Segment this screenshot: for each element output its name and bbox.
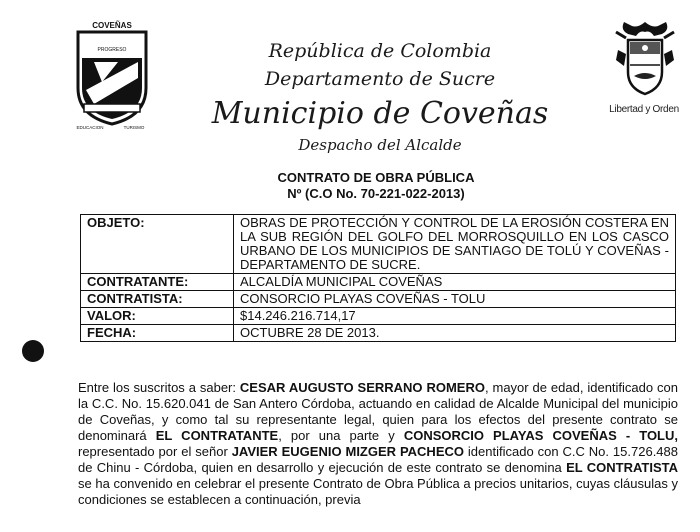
department-heading: Departamento de Sucre xyxy=(264,68,496,90)
body-text: , por una parte y xyxy=(278,428,404,443)
contract-info-table xyxy=(80,214,676,342)
representative-name: JAVIER EUGENIO MIZGER PACHECO xyxy=(231,444,464,459)
table-row xyxy=(81,308,676,325)
row-value: $14.246.216.714,17 xyxy=(234,308,676,325)
table-row xyxy=(81,215,676,274)
hole-punch-mark xyxy=(22,340,44,362)
body-text: Entre los suscritos a saber: xyxy=(78,380,240,395)
row-label: OBJETO: xyxy=(81,215,234,274)
logo-text-bottom-left: EDUCACION xyxy=(76,125,104,130)
municipality-heading: Municipio de Coveñas xyxy=(211,96,549,131)
contract-number: Nº (C.O No. 70-221-022-2013) xyxy=(287,186,465,201)
table-row xyxy=(81,291,676,308)
row-label: CONTRATANTE: xyxy=(81,274,234,291)
body-text: identificado con C.C No. 15.726.488 de Chinu - Córdoba, quien en desarrollo y ejecución de este contrato se denomina xyxy=(78,444,678,475)
body-text: se ha convenido en celebrar el presente Contrato de Obra Pública a precios unitarios, cuyas cláusulas y condiciones se establecen a continuación, previa xyxy=(78,476,678,507)
table-row xyxy=(81,274,676,291)
contracting-party-name: CESAR AUGUSTO SERRANO ROMERO xyxy=(239,380,485,395)
row-value: CONSORCIO PLAYAS COVEÑAS - TOLU xyxy=(234,291,676,308)
contract-body-paragraph xyxy=(78,380,678,508)
logo-text-sub: PROGRESO xyxy=(97,47,127,53)
motto-text: Libertad y Orden xyxy=(609,104,679,115)
contract-title: CONTRATO DE OBRA PÚBLICA xyxy=(277,170,475,185)
logo-text-bottom-right: TURISMO xyxy=(123,125,145,130)
row-label: FECHA: xyxy=(81,325,234,342)
contractor-term: EL CONTRATISTA xyxy=(566,460,679,475)
body-text: representado por el señor xyxy=(78,444,232,459)
row-value: OBRAS DE PROTECCIÓN Y CONTROL DE LA EROSIÓN COSTERA EN LA SUB REGIÓN DEL GOLFO DEL MORROSQUILLO EN LOS CASCO URBANO DE LOS MUNICIPIOS DE SANTIAGO DE TOLÚ Y COVEÑAS - DEPARTAMENTO DE SUCRE. xyxy=(234,215,676,274)
row-label: VALOR: xyxy=(81,308,234,325)
row-value: OCTUBRE 28 DE 2013. xyxy=(234,325,676,342)
body-text: , mayor de edad, identificado con la C.C. No. 15.620.041 de San Antero Córdoba, actuando en calidad de Alcalde Municipal del municipio de Coveñas, y como tal su representante legal, quien para los efectos del presente contrato se denominará xyxy=(78,380,678,443)
office-heading: Despacho del Alcalde xyxy=(298,136,462,154)
row-label: CONTRATISTA: xyxy=(81,291,234,308)
row-value: ALCALDÍA MUNICIPAL COVEÑAS xyxy=(234,274,676,291)
logo-text-top: COVEÑAS xyxy=(92,21,132,30)
contractor-role-term: EL CONTRATANTE xyxy=(155,428,279,443)
republic-heading: República de Colombia xyxy=(268,40,492,62)
table-row xyxy=(81,325,676,342)
consortium-name: CONSORCIO PLAYAS COVEÑAS - TOLU, xyxy=(403,428,679,443)
